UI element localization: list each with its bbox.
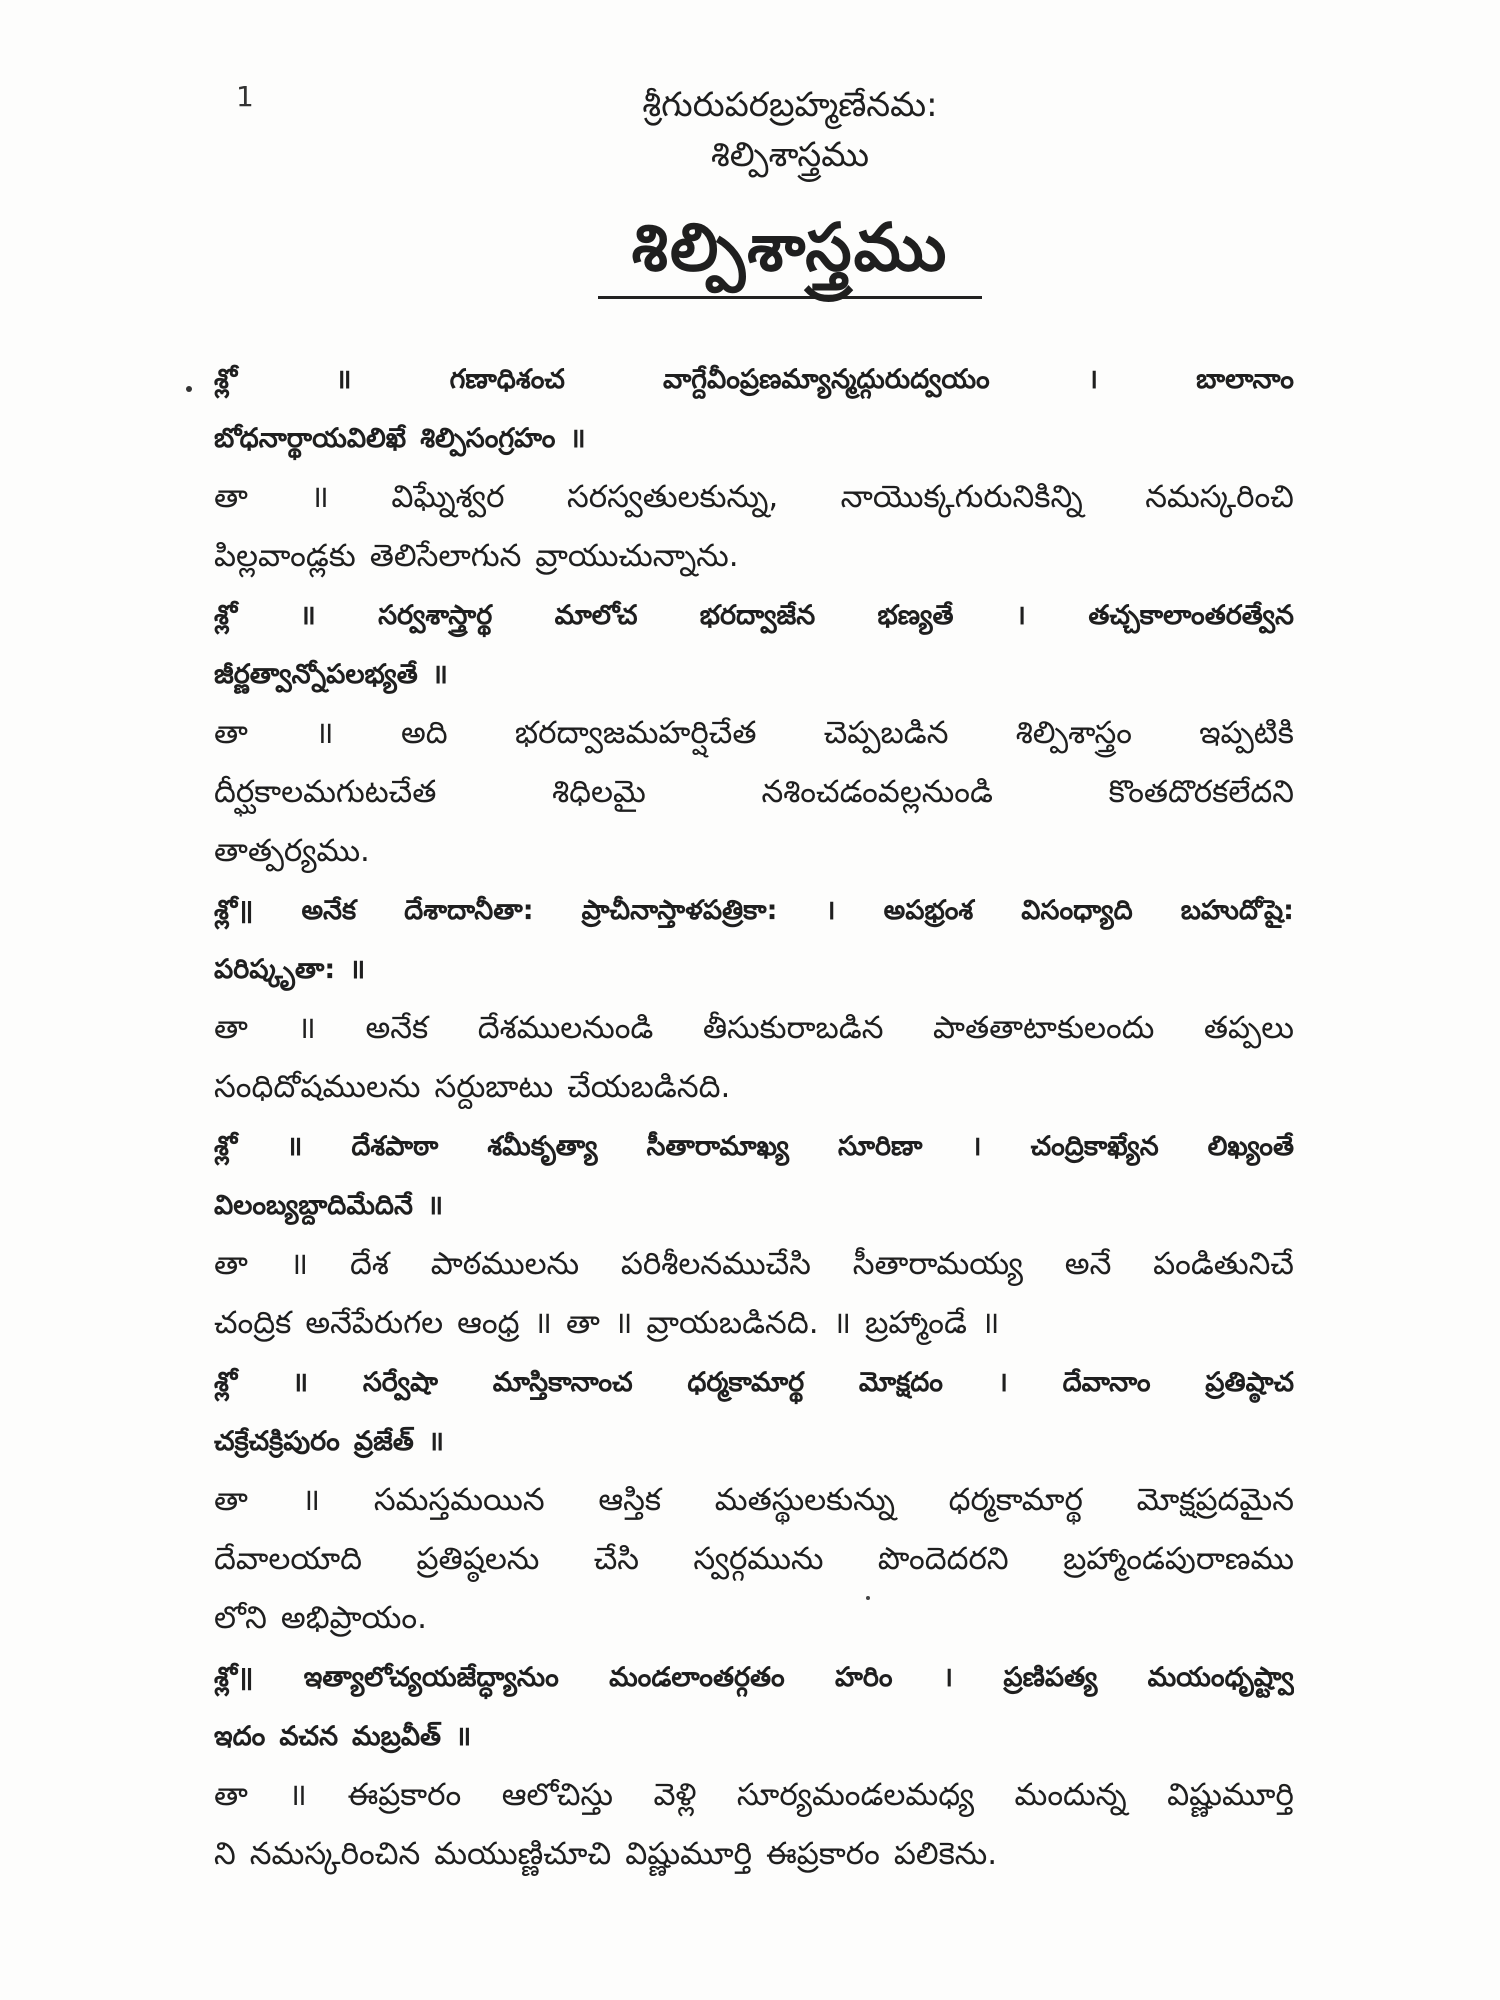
word: శ్లో [214, 1131, 238, 1162]
word: శిధిలమై [552, 774, 646, 810]
word: ॥ [455, 1721, 472, 1752]
word: ॥ [310, 479, 329, 515]
word: పరిష్కృతా: [214, 954, 336, 985]
tatparya-line [214, 1530, 1294, 1589]
word: దీర్ఘకాలమగుటచేత [214, 774, 437, 810]
word: అనేపేరుగల [305, 1305, 444, 1341]
word: బాలానాం [1196, 364, 1294, 395]
word: కొంతదొరకలేదని [1108, 774, 1294, 810]
word: చేయబడినది. [567, 1069, 731, 1105]
tatparya-line [214, 1058, 1294, 1117]
word: ॥ [349, 954, 366, 985]
word: తా [214, 1246, 248, 1282]
word: ॥ [288, 1777, 307, 1813]
word: దేశాదానీతా: [404, 895, 534, 926]
word: తా [214, 715, 248, 751]
word: ఇప్పటికి [1199, 715, 1294, 751]
shloka-line [214, 881, 1294, 940]
word: గణాధిశంచ [449, 364, 565, 395]
ink-dot-mark [186, 386, 192, 392]
word: ॥ [980, 1305, 1000, 1341]
page-number: 1 [236, 80, 254, 113]
word: మాస్తికానాంచ [492, 1367, 633, 1398]
word: ॥ [286, 1131, 303, 1162]
word: విసంధ్యాది [1021, 895, 1133, 926]
word: ॥ [289, 1246, 309, 1282]
word: తా [214, 1482, 248, 1518]
word: సూరిణా [838, 1131, 923, 1162]
word: ధర్మకామార్థ [948, 1482, 1083, 1518]
word: భరద్వాజేన [699, 600, 816, 631]
word: చెప్పబడిన [823, 715, 949, 751]
word: స్వర్గమును [693, 1541, 824, 1577]
word: మందున్న [1014, 1777, 1127, 1813]
word: శమీకృత్యా [487, 1131, 598, 1162]
word: తా [214, 1010, 248, 1046]
word: ప్రతిష్ఠలను [416, 1541, 540, 1577]
word: నశించడంవల్లనుండి [761, 774, 993, 810]
body-text [214, 350, 1294, 1884]
word: బోధనార్థాయవిలిఖే [214, 423, 407, 454]
word: । [971, 1131, 982, 1162]
word: ॥ [426, 1190, 444, 1221]
tatparya-line [214, 1766, 1294, 1825]
word: ॥ [301, 1482, 321, 1518]
word: ॥ [832, 1305, 852, 1341]
word: ఇదం [214, 1721, 266, 1752]
tatparya-line [214, 763, 1294, 822]
word: ప్రణిపత్య [1003, 1662, 1098, 1693]
word: । [1087, 364, 1099, 395]
shloka-line [214, 1412, 1294, 1471]
word: మాలోచ [554, 600, 638, 631]
word: సర్దుబాటు [434, 1069, 554, 1105]
shloka-line [214, 1648, 1294, 1707]
word: శిల్పిశాస్త్రం [1015, 715, 1132, 751]
word: ॥ [291, 1367, 309, 1398]
word: సీతారామాఖ్య [646, 1131, 790, 1162]
word: తా [566, 1305, 600, 1341]
word: నాయొక్కగురునికిన్ని [840, 479, 1083, 515]
word: పాఠములను [430, 1246, 580, 1282]
word: తప్పలు [1203, 1010, 1294, 1046]
word: భణ్యతే [877, 600, 954, 631]
tatparya-line [214, 1294, 1294, 1353]
word: అనేక [365, 1010, 429, 1046]
word: శ్లో [214, 1367, 238, 1398]
word: చంద్రిక [214, 1305, 292, 1341]
main-title-text: శిల్పిశాస్త్రము [598, 206, 983, 299]
word: పరిశీలనముచేసి [620, 1246, 811, 1282]
word: చంద్రికాఖ్యేన [1030, 1131, 1159, 1162]
word: । [1015, 600, 1027, 631]
shloka-line [214, 586, 1294, 645]
word: చక్రేచక్రిపురం [214, 1426, 340, 1457]
tatparya-line [214, 1825, 1294, 1884]
word: మోక్షదం [858, 1367, 943, 1398]
word: పండితునిచే [1153, 1246, 1294, 1282]
word: వ్రాయబడినది. [646, 1305, 819, 1341]
word: హరిం [834, 1662, 893, 1693]
word: ॥ [315, 715, 334, 751]
word: వాగ్దేవీంప్రణమ్యాన్మద్గురుద్వయం [663, 364, 990, 395]
word: ఈప్రకారం [765, 1836, 880, 1872]
word: సీతారామయ్య [852, 1246, 1023, 1282]
word: విష్ణుమూర్తి [625, 1836, 752, 1872]
word: దేశ [350, 1246, 389, 1282]
shloka-line [214, 1176, 1294, 1235]
word: వ్రజేత్ [353, 1426, 414, 1457]
word: శ్లో॥ [214, 1662, 254, 1693]
word: దేశములనుండి [477, 1010, 654, 1046]
word: ॥ [297, 1010, 316, 1046]
word: నమస్కరించి [1145, 479, 1294, 515]
word: । [942, 1662, 954, 1693]
invocation-line: శ్రీగురుపరబ్రహ్మణేనమ: [642, 85, 938, 125]
word: ప్రతిష్ఠాచ [1205, 1367, 1294, 1398]
word: తా [214, 479, 248, 515]
word: మయంధృష్ట్వా [1147, 1662, 1294, 1693]
shloka-line [214, 1707, 1294, 1766]
word: ॥ [613, 1305, 633, 1341]
word: ఆస్తిక [598, 1482, 662, 1518]
tatparya-line [214, 1589, 1294, 1648]
header-title: శిల్పిశాస్త్రము [711, 135, 869, 175]
word: అభిప్రాయం. [280, 1600, 427, 1636]
word: లోని [214, 1600, 267, 1636]
word: మోక్షప్రదమైన [1136, 1482, 1294, 1518]
word: సర్వేషా [362, 1367, 439, 1398]
word: నమస్కరించిన [249, 1836, 421, 1872]
word: శిల్పిసంగ్రహం [420, 423, 556, 454]
word: శ్లో [214, 364, 238, 395]
word: వెళ్లి [653, 1777, 697, 1813]
word: శ్లో॥ [214, 895, 254, 926]
word: తచ్చకాలాంతరత్వేన [1088, 600, 1294, 631]
word: అపభ్రంశ [883, 895, 974, 926]
word: బ్రహ్మాండపురాణము [1063, 1541, 1294, 1577]
word: విలంబ్యబ్దాదిమేదినే [214, 1190, 413, 1221]
word: వచన [279, 1721, 339, 1752]
word: దేవాలయాది [214, 1541, 363, 1577]
word: చేసి [593, 1541, 640, 1577]
shloka-line [214, 350, 1294, 409]
word: ని [214, 1836, 236, 1872]
word: । [825, 895, 836, 926]
word: ॥ [427, 1426, 445, 1457]
word: సమస్తమయిన [373, 1482, 545, 1518]
word: సరస్వతులకున్ను, [566, 479, 779, 515]
word: దేవానాం [1062, 1367, 1151, 1398]
word: ప్రాచీనాస్తాళపత్రికా: [581, 895, 778, 926]
word: విష్ణుమూర్తి [1167, 1777, 1294, 1813]
tatparya-line [214, 822, 1294, 881]
word: సర్వశాస్త్రార్థ [378, 600, 493, 631]
word: పాతతాటాకులందు [933, 1010, 1155, 1046]
word: బహుదోషై: [1180, 895, 1294, 926]
shloka-line [214, 940, 1294, 999]
word: సంధిదోషములను [214, 1069, 421, 1105]
tatparya-line [214, 999, 1294, 1058]
tatparya-line [214, 527, 1294, 586]
word: దేశపాఠా [351, 1131, 439, 1162]
word: మండలాంతర్గతం [609, 1662, 785, 1693]
word: మయుణ్ణిచూచి [434, 1836, 612, 1872]
word: సూర్యమండలమధ్య [736, 1777, 975, 1813]
word: మతస్థులకున్ను [714, 1482, 895, 1518]
word: ఈప్రకారం [347, 1777, 462, 1813]
word: శ్లో [214, 600, 238, 631]
word: బ్రహ్మాండే [865, 1305, 967, 1341]
word: విఘ్నేశ్వర [391, 479, 505, 515]
word: ధర్మకామార్థ [687, 1367, 805, 1398]
word: అనే [1064, 1246, 1112, 1282]
word: తా [214, 1777, 248, 1813]
shloka-line [214, 1117, 1294, 1176]
word: వ్రాయుచున్నాను. [535, 538, 739, 574]
word: ఇత్యాలోచ్యయజేద్ధ్యానుం [303, 1662, 559, 1693]
word: ॥ [569, 423, 586, 454]
word: తాత్పర్యము. [214, 833, 370, 869]
shloka-line [214, 409, 1294, 468]
word: ॥ [431, 659, 448, 690]
shloka-line [214, 1353, 1294, 1412]
main-title [0, 206, 1500, 299]
word: పలికెను. [893, 1836, 998, 1872]
word: ॥ [533, 1305, 553, 1341]
word: పొందెదరని [877, 1541, 1009, 1577]
word: అనేక [301, 895, 357, 926]
word: ॥ [335, 364, 352, 395]
word: పిల్లవాండ్లకు [214, 538, 356, 574]
word: భరద్వాజమహర్షిచేత [514, 715, 757, 751]
word: । [997, 1367, 1008, 1398]
shloka-line [214, 645, 1294, 704]
word: మబ్రవీత్ [352, 1721, 442, 1752]
word: తీసుకురాబడిన [702, 1010, 884, 1046]
word: ఆంధ్ర [457, 1305, 520, 1341]
word: ఆలోచిస్తు [501, 1777, 613, 1813]
tatparya-line [214, 1235, 1294, 1294]
word: లిఖ్యంతే [1207, 1131, 1294, 1162]
word: అది [400, 715, 448, 751]
tatparya-line [214, 468, 1294, 527]
tatparya-line [214, 1471, 1294, 1530]
word: ॥ [299, 600, 316, 631]
word: జీర్ణత్వాన్నోపలభ్యతే [214, 659, 418, 690]
word: తెలిసేలాగున [369, 538, 522, 574]
tatparya-line [214, 704, 1294, 763]
